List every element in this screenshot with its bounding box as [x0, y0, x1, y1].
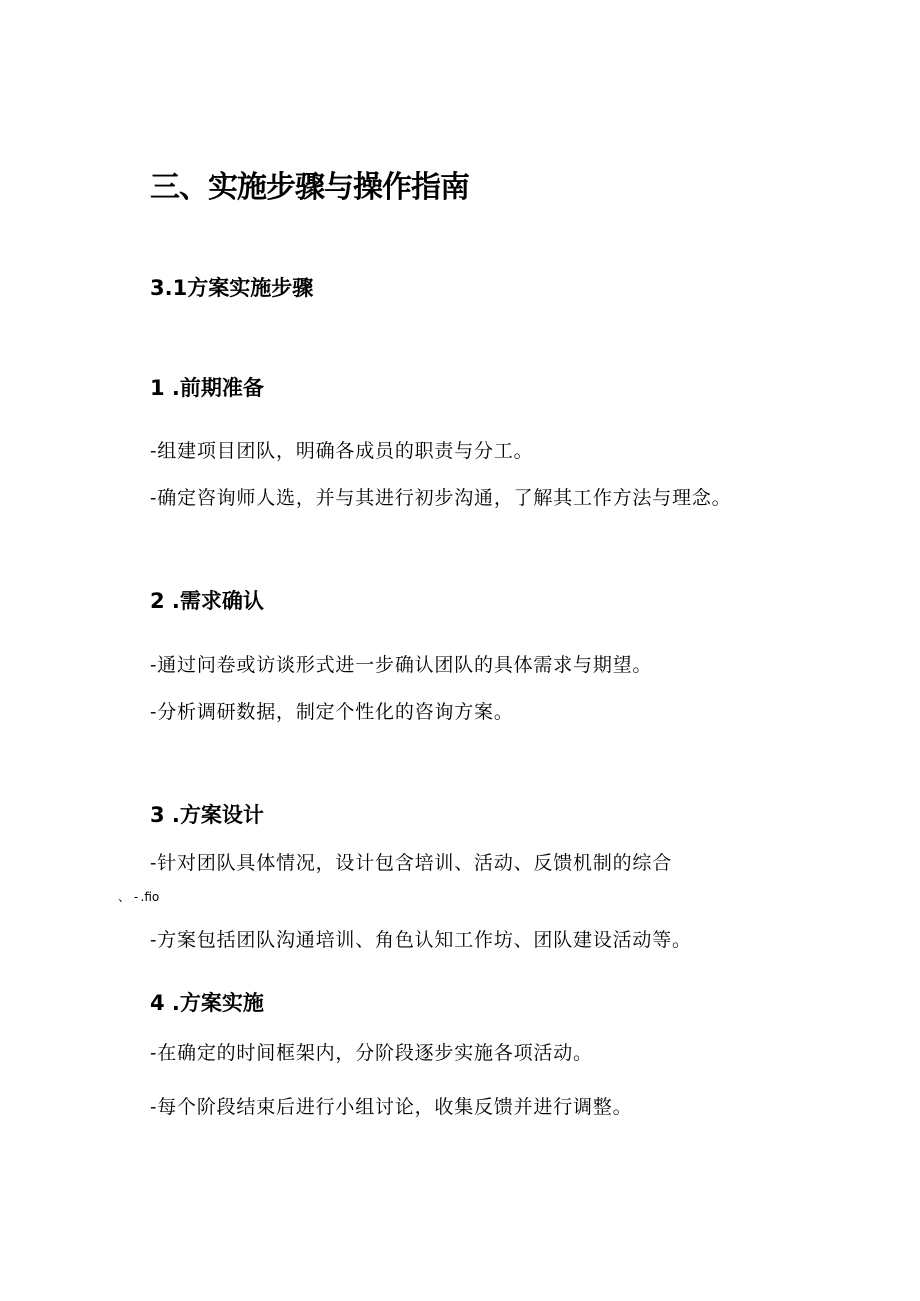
list-item: -通过问卷或访谈形式进一步确认团队的具体需求与期望。	[150, 654, 653, 676]
step-heading-design: 3 .方案设计	[150, 803, 264, 827]
step-heading-preparation: 1 .前期准备	[150, 376, 264, 400]
chapter-title: 三、实施步骤与操作指南	[150, 170, 469, 205]
step-heading-requirements: 2 .需求确认	[150, 589, 264, 613]
list-item: -每个阶段结束后进行小组讨论，收集反馈并进行调整。	[150, 1096, 633, 1118]
list-item: -分析调研数据，制定个性化的咨询方案。	[150, 701, 514, 723]
list-item: -在确定的时间框架内，分阶段逐步实施各项活动。	[150, 1042, 593, 1064]
list-item: -方案包括团队沟通培训、角色认知工作坊、团队建设活动等。	[150, 929, 692, 951]
section-title: 3.1方案实施步骤	[150, 276, 314, 300]
list-item: -针对团队具体情况，设计包含培训、活动、反馈机制的综合	[150, 852, 673, 874]
list-item: -确定咨询师人选，并与其进行初步沟通，了解其工作方法与理念。	[150, 487, 732, 509]
step-heading-implementation: 4 .方案实施	[150, 991, 264, 1015]
list-item: -组建项目团队，明确各成员的职责与分工。	[150, 440, 534, 462]
text-fragment: 、 - .fio	[118, 890, 160, 904]
